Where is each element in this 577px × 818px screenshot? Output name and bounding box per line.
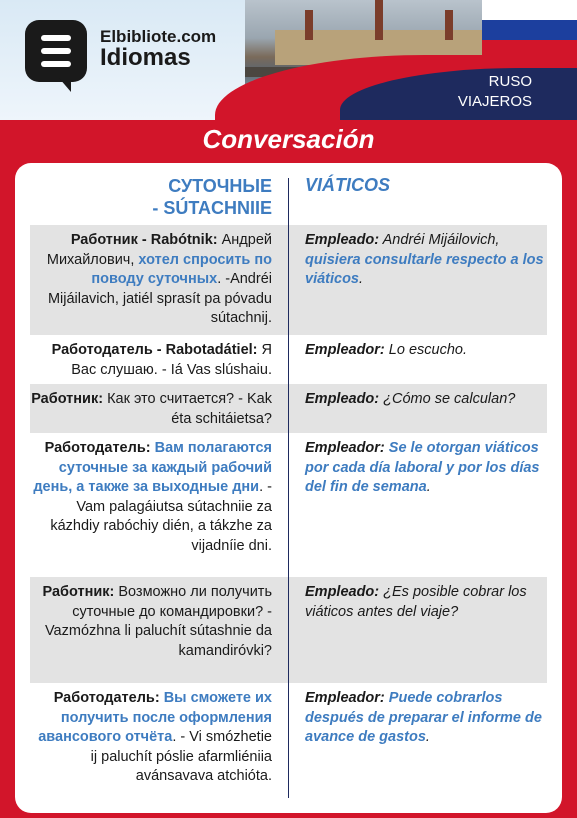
column-divider bbox=[288, 178, 289, 798]
spanish-line: Empleado: ¿Es posible cobrar los viáticos antes del viaje? bbox=[305, 584, 527, 620]
spanish-line: Empleador: Puede cobrarlos después de preparar el informe de avance de gastos. bbox=[305, 690, 542, 745]
brand-site: Elbibliote.com bbox=[100, 27, 217, 46]
russian-line: Работодатель: Вам полагаются суточные за каждый рабочий день, а также за выходные дни. - Vam palagáiutsa sútachniie za kázhdiy rabóchiy dién, a tákzhe za vijadníie dni. bbox=[33, 440, 272, 554]
column-header-spanish: VIÁTICOS bbox=[305, 175, 391, 195]
russian-line: Работодатель: Вы сможете их получить после оформления авансового отчёта. - Vi smózhetie ij paluchít póslie afarmliéniia avánsavava atchióta. bbox=[38, 690, 272, 784]
category-tag: VIAJEROS bbox=[457, 93, 532, 110]
russian-line: Работник: Возможно ли получить суточные до командировки? - Vazmózhna li paluchít sútashnie da kamandiróvki? bbox=[42, 584, 272, 659]
category-tags bbox=[458, 72, 532, 112]
column-header-russian: СУТОЧНЫЕ - SÚTACHNIIE bbox=[152, 176, 272, 218]
russian-flag-icon bbox=[482, 0, 577, 60]
russian-line: Работодатель - Rabotadátiel: Я Вас слушаю. - Iá Vas slúshaiu. bbox=[51, 342, 272, 378]
russian-line: Работник: Как это считается? - Kak éta schitáietsa? bbox=[31, 391, 272, 427]
conversation-card bbox=[15, 163, 562, 813]
spanish-line: Empleador: Lo escucho. bbox=[305, 342, 467, 358]
spanish-line: Empleado: Andréi Mijáilovich, quisiera consultarle respecto a los viáticos. bbox=[305, 232, 544, 287]
language-tag: RUSO bbox=[488, 73, 532, 90]
spanish-line: Empleador: Se le otorgan viáticos por cada día laboral y por los días del fin de semana. bbox=[305, 440, 540, 495]
spanish-line: Empleado: ¿Cómo se calculan? bbox=[305, 391, 516, 407]
page-title: Conversación bbox=[202, 124, 375, 154]
header bbox=[0, 0, 577, 120]
brand-name: Idiomas bbox=[100, 44, 191, 71]
logo-icon bbox=[25, 20, 87, 82]
russian-line: Работник - Rabótnik: Андрей Михайлович, хотел спросить по поводу суточных. -Andréi Mijáilavich, jatiél sprasít pa póvadu sútachnij. bbox=[46, 232, 272, 326]
